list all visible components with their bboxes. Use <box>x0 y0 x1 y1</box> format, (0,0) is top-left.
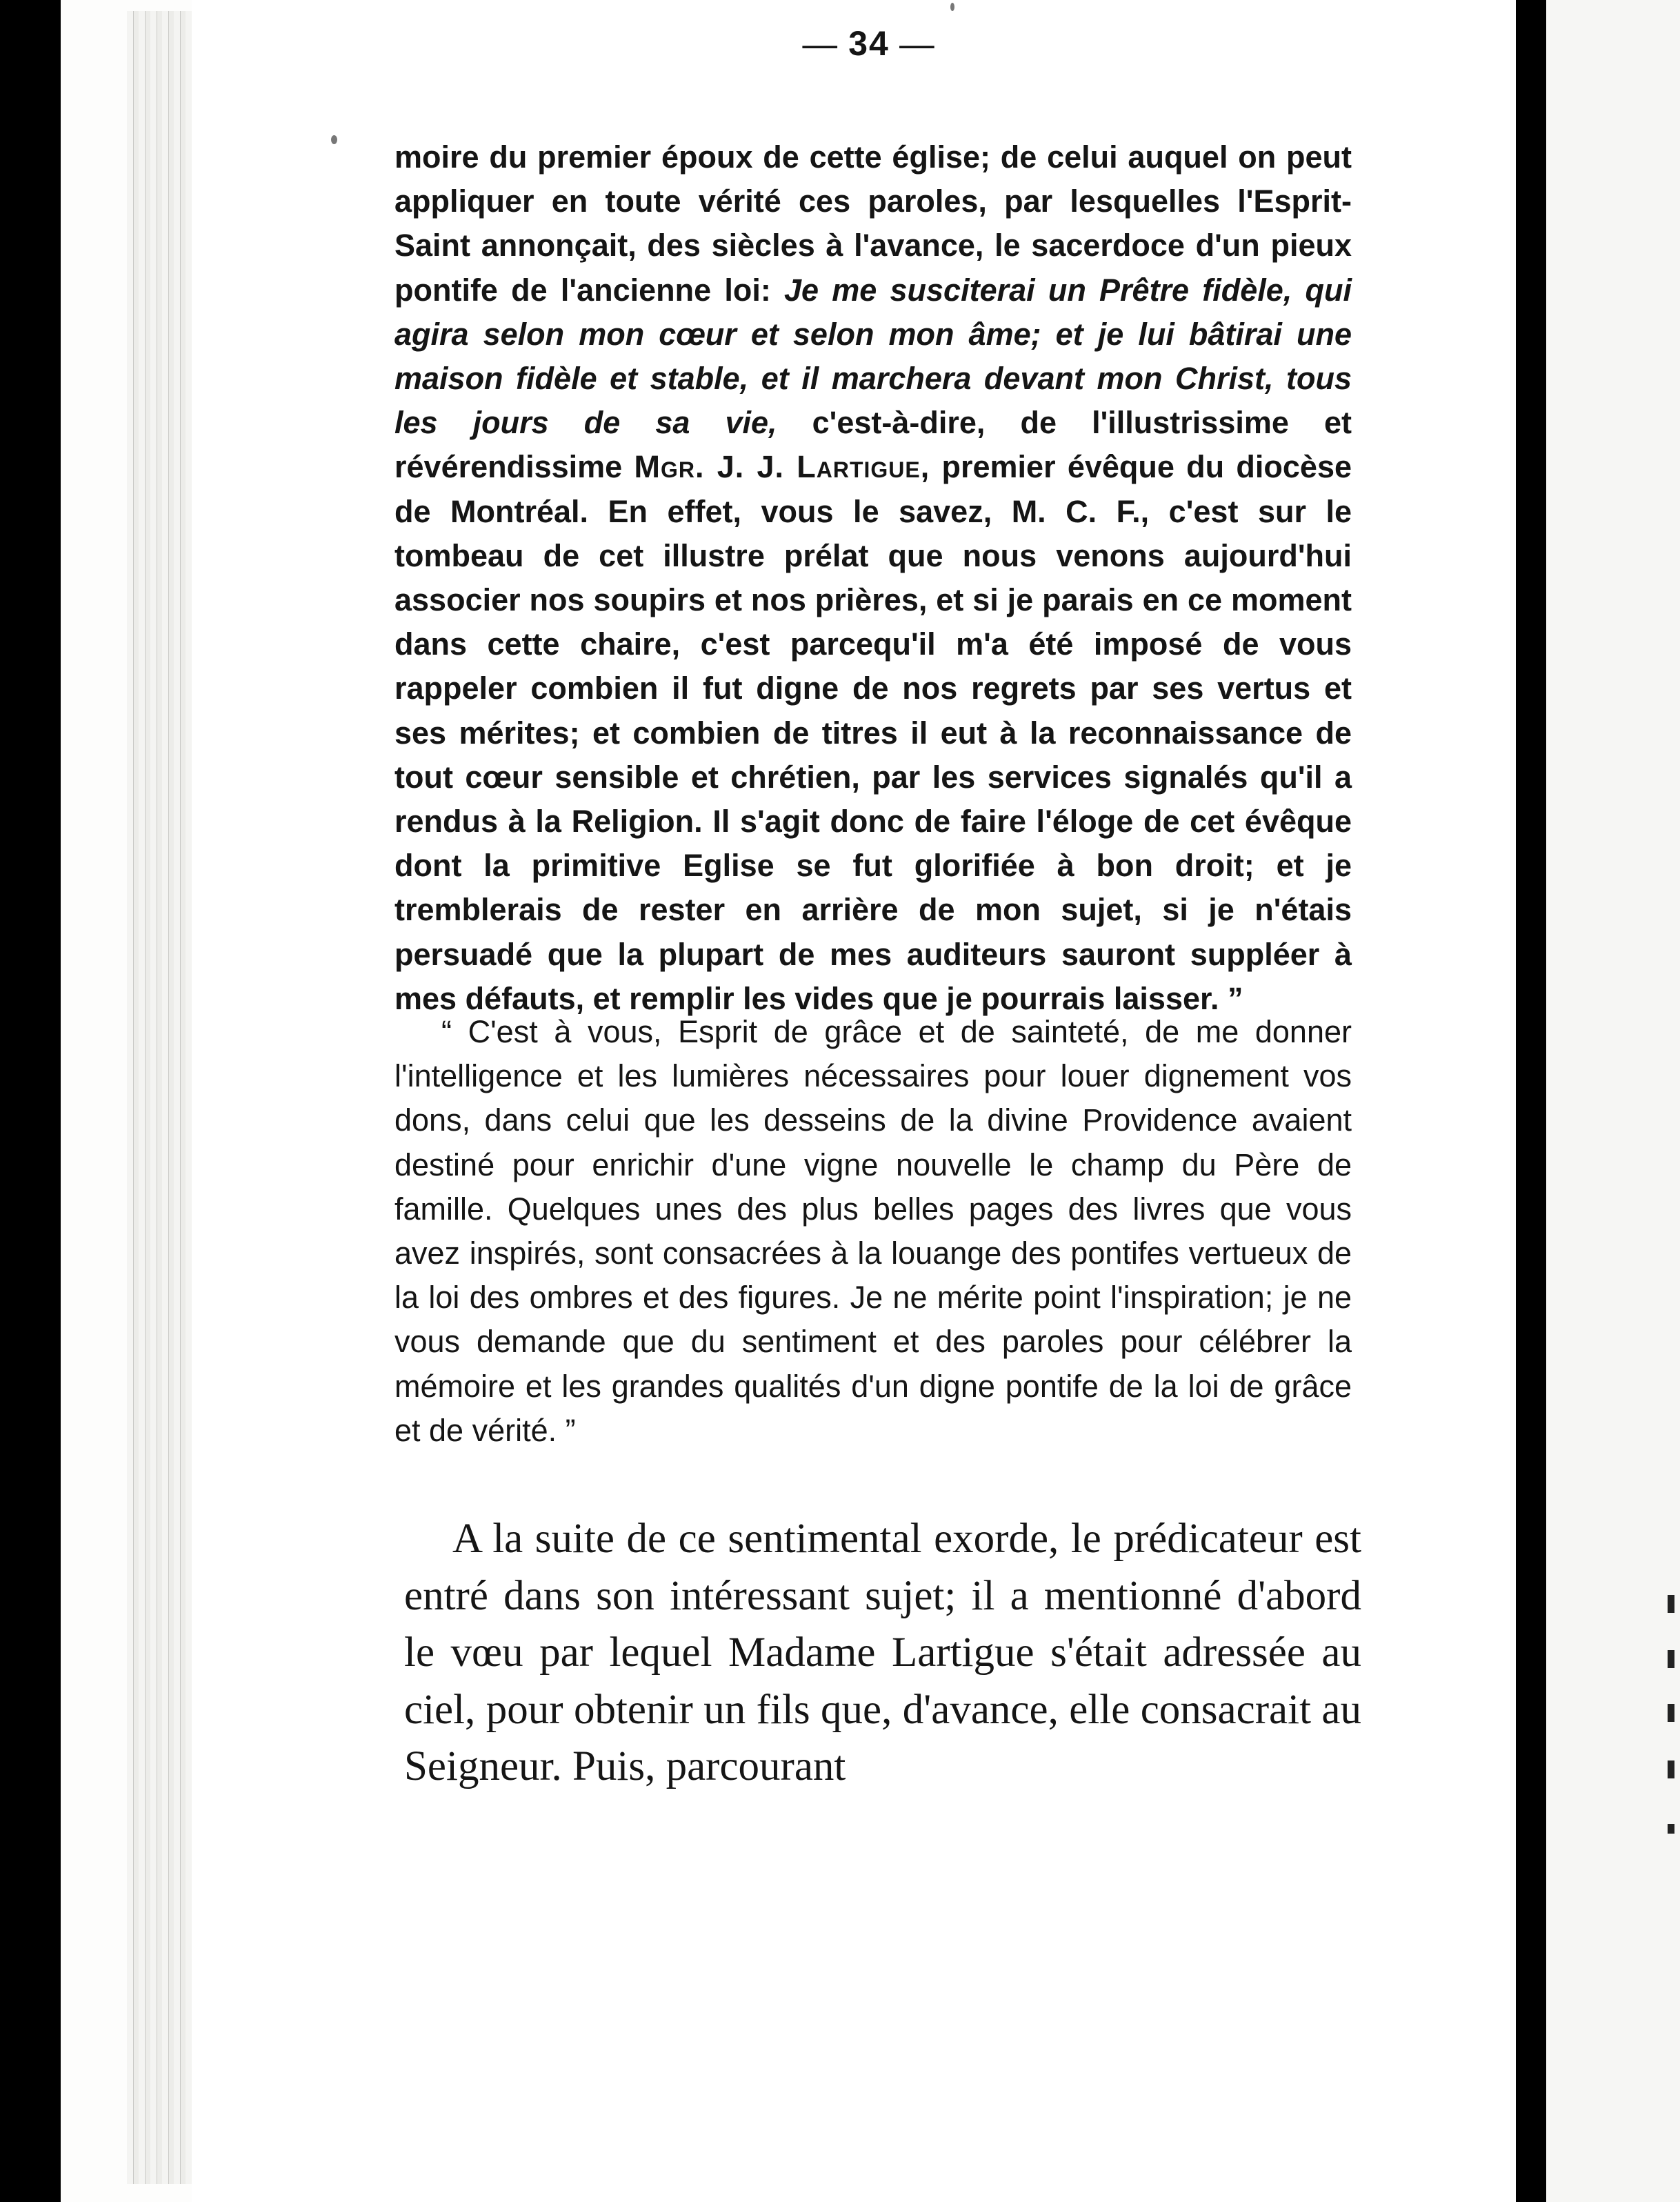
facing-page-mark <box>1668 1650 1674 1668</box>
paragraph-1 <box>394 135 1352 1021</box>
paragraph-2: “ C'est à vous, Esprit de grâce et de sainteté, de me donner l'intelligence et les lumières nécessaires pour louer dignement vos dons, dans celui que les desseins de la divine Providence avaient destiné pour enrichir d'une vigne nouvelle le champ du Père de famille. Quelques unes des plus belles pages des livres que vous avez inspirés, sont consacrées à la louange des pontifes vertueux de la loi des ombres et des figures. Je ne mérite point l'inspiration; je ne vous demande que du sentiment et des paroles pour célébrer la mémoire et les grandes qualités d'un digne pontife de la loi de grâce et de vérité. ” <box>394 1014 1352 1448</box>
narrative-paragraph <box>404 1511 1361 1796</box>
facing-page-mark <box>1668 1824 1674 1834</box>
scan-speck <box>331 135 337 144</box>
paragraph-1-text-a: moire du premier époux de cette église; de celui auquel on peut appliquer en toute vérité ces paroles, par lesquelles l'Esprit-Saint annonçait, des siècles à l'avance, le sacerdoce d'un pieux pontife de l'ancienne loi: <box>394 139 1352 308</box>
invocation-paragraph <box>394 1010 1352 1453</box>
page-number-dash-right: — <box>899 24 936 63</box>
facing-page-mark <box>1668 1704 1674 1722</box>
scripture-quote: Je me susciterai un Prêtre fidèle, qui agira selon mon cœur et selon mon âme; et je lui bâtirai une maison fidèle et stable, et il marchera devant mon Christ, tous les jours de sa vie, <box>394 272 1352 441</box>
page-number-value: 34 <box>848 24 890 63</box>
facing-page-mark <box>1668 1760 1674 1778</box>
facing-page-edge <box>1546 0 1680 2202</box>
page-number <box>779 23 959 63</box>
paragraph-1-text-c: premier évêque du diocèse de Montréal. En effet, vous le savez, M. C. F., c'est sur le tombeau de cet illustre prélat que nous venons aujourd'hui associer nos soupirs et nos prières, et si je parais en ce moment dans cette chaire, c'est parcequ'il m'a été imposé de vous rappeler combien il fut digne de nos regrets par ses vertus et ses mérites; et combien de titres il eut à la reconnaissance de tout cœur sensible et chrétien, par les services signalés qu'il a rendus à la Religion. Il s'agit donc de faire l'éloge de cet évêque dont la primitive Eglise se fut glorifiée à bon droit; et je tremblerais de rester en arrière de mon sujet, si je n'étais persuadé que la plupart de mes auditeurs sauront suppléer à mes défauts, et remplir les vides que je pourrais laisser. ” <box>394 449 1352 1016</box>
paragraph-1-text-b: c'est-à-dire, de l'illustrissime et révérendissime <box>394 405 1352 485</box>
sermon-paragraph-continued <box>394 135 1352 1021</box>
bishop-name: Mgr. J. J. Lartigue, <box>634 449 930 485</box>
scan-speck <box>950 3 954 11</box>
page-number-dash-left: — <box>802 24 839 63</box>
paragraph-3: A la suite de ce sentimental exorde, le prédicateur est entré dans son intéressant sujet; il a mentionné d'abord le vœu par lequel Madame Lartigue s'était adressée au ciel, pour obtenir un fils que, d'avance, elle consacrait au Seigneur. Puis, parcourant <box>404 1516 1361 1789</box>
facing-page-mark <box>1668 1595 1674 1613</box>
